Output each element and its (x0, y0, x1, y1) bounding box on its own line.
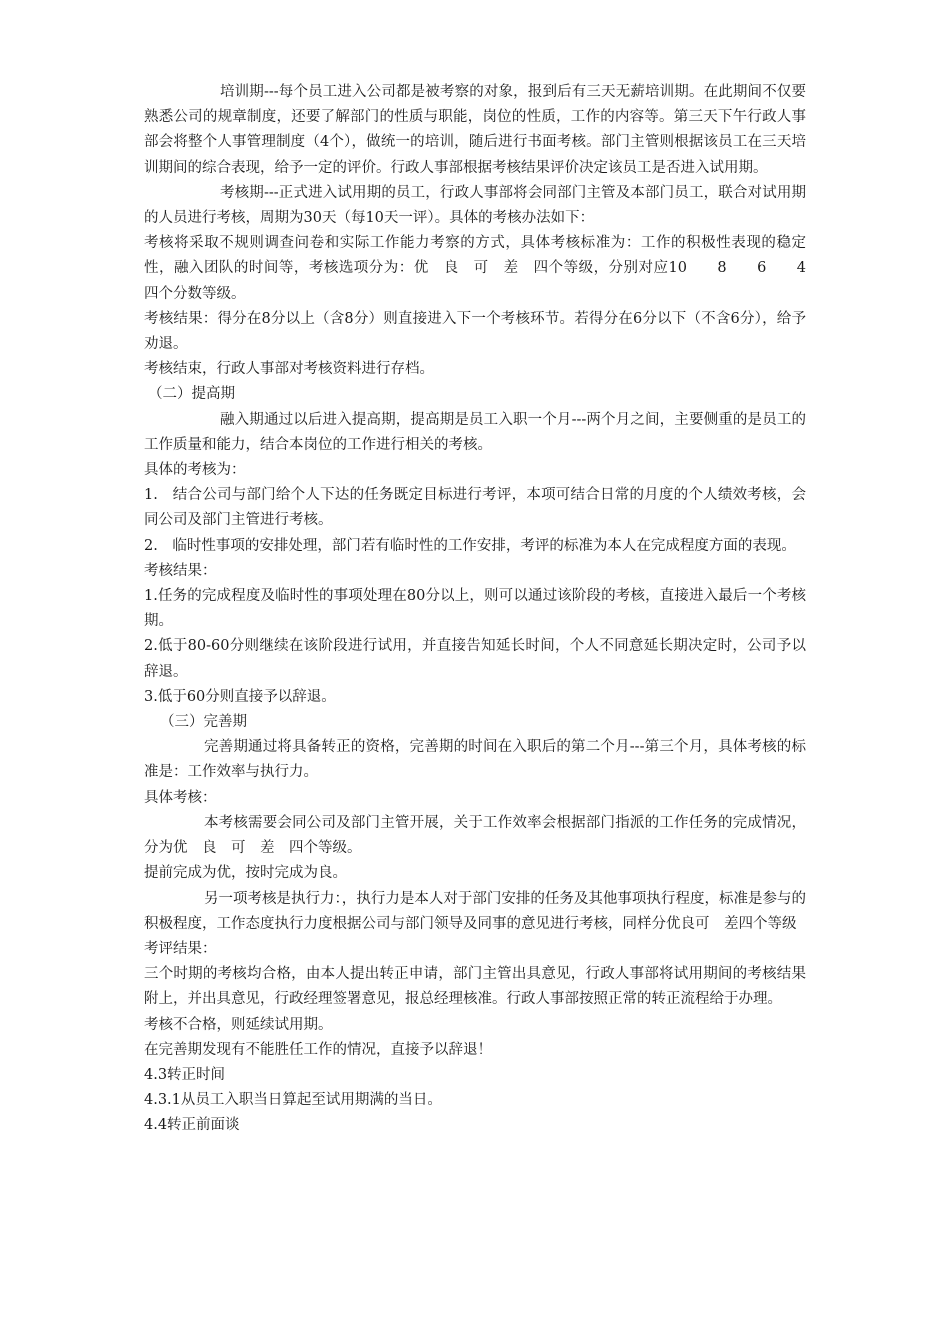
list-item: 2.低于80-60分则继续在该阶段进行试用，并直接告知延长时间，个人不同意延长期决定时，公司予以辞退。 (144, 638, 806, 680)
paragraph-specific-assessment: 具体的考核为： (144, 462, 246, 479)
paragraph-assessment-end: 考核结束，行政人事部对考核资料进行存档。 (144, 361, 434, 378)
paragraph-evaluation-heading: 考评结果： (144, 940, 217, 957)
list-item: 2. 临时性事项的安排处理，部门若有临时性的工作安排，考评的标准为本人在完成程度方面的表现。 (144, 537, 796, 554)
paragraph-evaluation-result: 三个时期的考核均合格，由本人提出转正申请，部门主管出具意见，行政人事部将试用期间的考核结果附上，并出具意见，行政经理签署意见，报总经理核准。行政人事部按照正常的转正流程给于办理。 (144, 966, 806, 1008)
list-item: 1.任务的完成程度及临时性的事项处理在80分以上，则可以通过该阶段的考核，直接进入最后一个考核期。 (144, 588, 806, 630)
paragraph-failed: 考核不合格，则延续试用期。 (144, 1016, 333, 1033)
heading-4-4: 4.4转正前面谈 (144, 1117, 240, 1134)
paragraph-dismissal: 在完善期发现有不能胜任工作的情况，直接予以辞退！ (144, 1041, 492, 1058)
section-heading-refinement: （三）完善期 (160, 714, 247, 731)
heading-4-3: 4.3转正时间 (144, 1066, 226, 1083)
section-heading-improvement: （二）提高期 (148, 386, 235, 403)
paragraph-training-period: 培训期---每个员工进入公司都是被考察的对象，报到后有三天无薪培训期。在此期间不仅要熟悉公司的规章制度，还要了解部门的性质与职能，岗位的性质，工作的内容等。第三天下午行政人事部会将整个人事管理制度（4个），做统一的培训，随后进行书面考核。部门主管则根据该员工在三天培训期间的综合表现，给予一定的评价。行政人事部根据考核结果评价决定该员工是否进入试用期。 (144, 84, 806, 176)
list-item: 1. 结合公司与部门给个人下达的任务既定目标进行考评，本项可结合日常的月度的个人绩效考核，会同公司及部门主管进行考核。 (144, 487, 806, 529)
heading-4-3-1: 4.3.1从员工入职当日算起至试用期满的当日。 (144, 1092, 442, 1109)
paragraph-efficiency: 本考核需要会同公司及部门主管开展，关于工作效率会根据部门指派的工作任务的完成情况，分为优 良 可 差 四个等级。 (144, 814, 806, 857)
paragraph-assessment-result: 考核结果：得分在8分以上（含8分）则直接进入下一个考核环节。若得分在6分以下（不含6分），给予劝退。 (144, 310, 806, 353)
paragraph-specific-assessment-2: 具体考核： (144, 789, 217, 806)
paragraph-improvement-intro: 融入期通过以后进入提高期，提高期是员工入职一个月---两个月之间，主要侧重的是员工的工作质量和能力，结合本岗位的工作进行相关的考核。 (144, 411, 806, 453)
paragraph-assessment-period: 考核期---正式进入试用期的员工，行政人事部将会同部门主管及本部门员工，联合对试用期的人员进行考核，周期为30天（每10天一评）。具体的考核办法如下： (144, 184, 806, 227)
list-item: 3.低于60分则直接予以辞退。 (144, 688, 336, 705)
paragraph-early-completion: 提前完成为优，按时完成为良。 (144, 865, 347, 882)
document-body (144, 80, 821, 1139)
paragraph-result-heading: 考核结果： (144, 562, 217, 579)
paragraph-assessment-method: 考核将采取不规则调查问卷和实际工作能力考察的方式，具体考核标准为：工作的积极性表现的稳定性，融入团队的时间等，考核选项分为：优 良 可 差 四个等级，分别对应10 8 6 4 四个分数等级。 (144, 235, 821, 302)
paragraph-execution: 另一项考核是执行力：，执行力是本人对于部门安排的任务及其他事项执行程度，标准是参与的积极程度，工作态度执行力度根据公司与部门领导及同事的意见进行考核，同样分优良可 差四个等级 (144, 890, 806, 932)
paragraph-refinement-intro: 完善期通过将具备转正的资格，完善期的时间在入职后的第二个月---第三个月，具体考核的标准是：工作效率与执行力。 (144, 739, 806, 781)
